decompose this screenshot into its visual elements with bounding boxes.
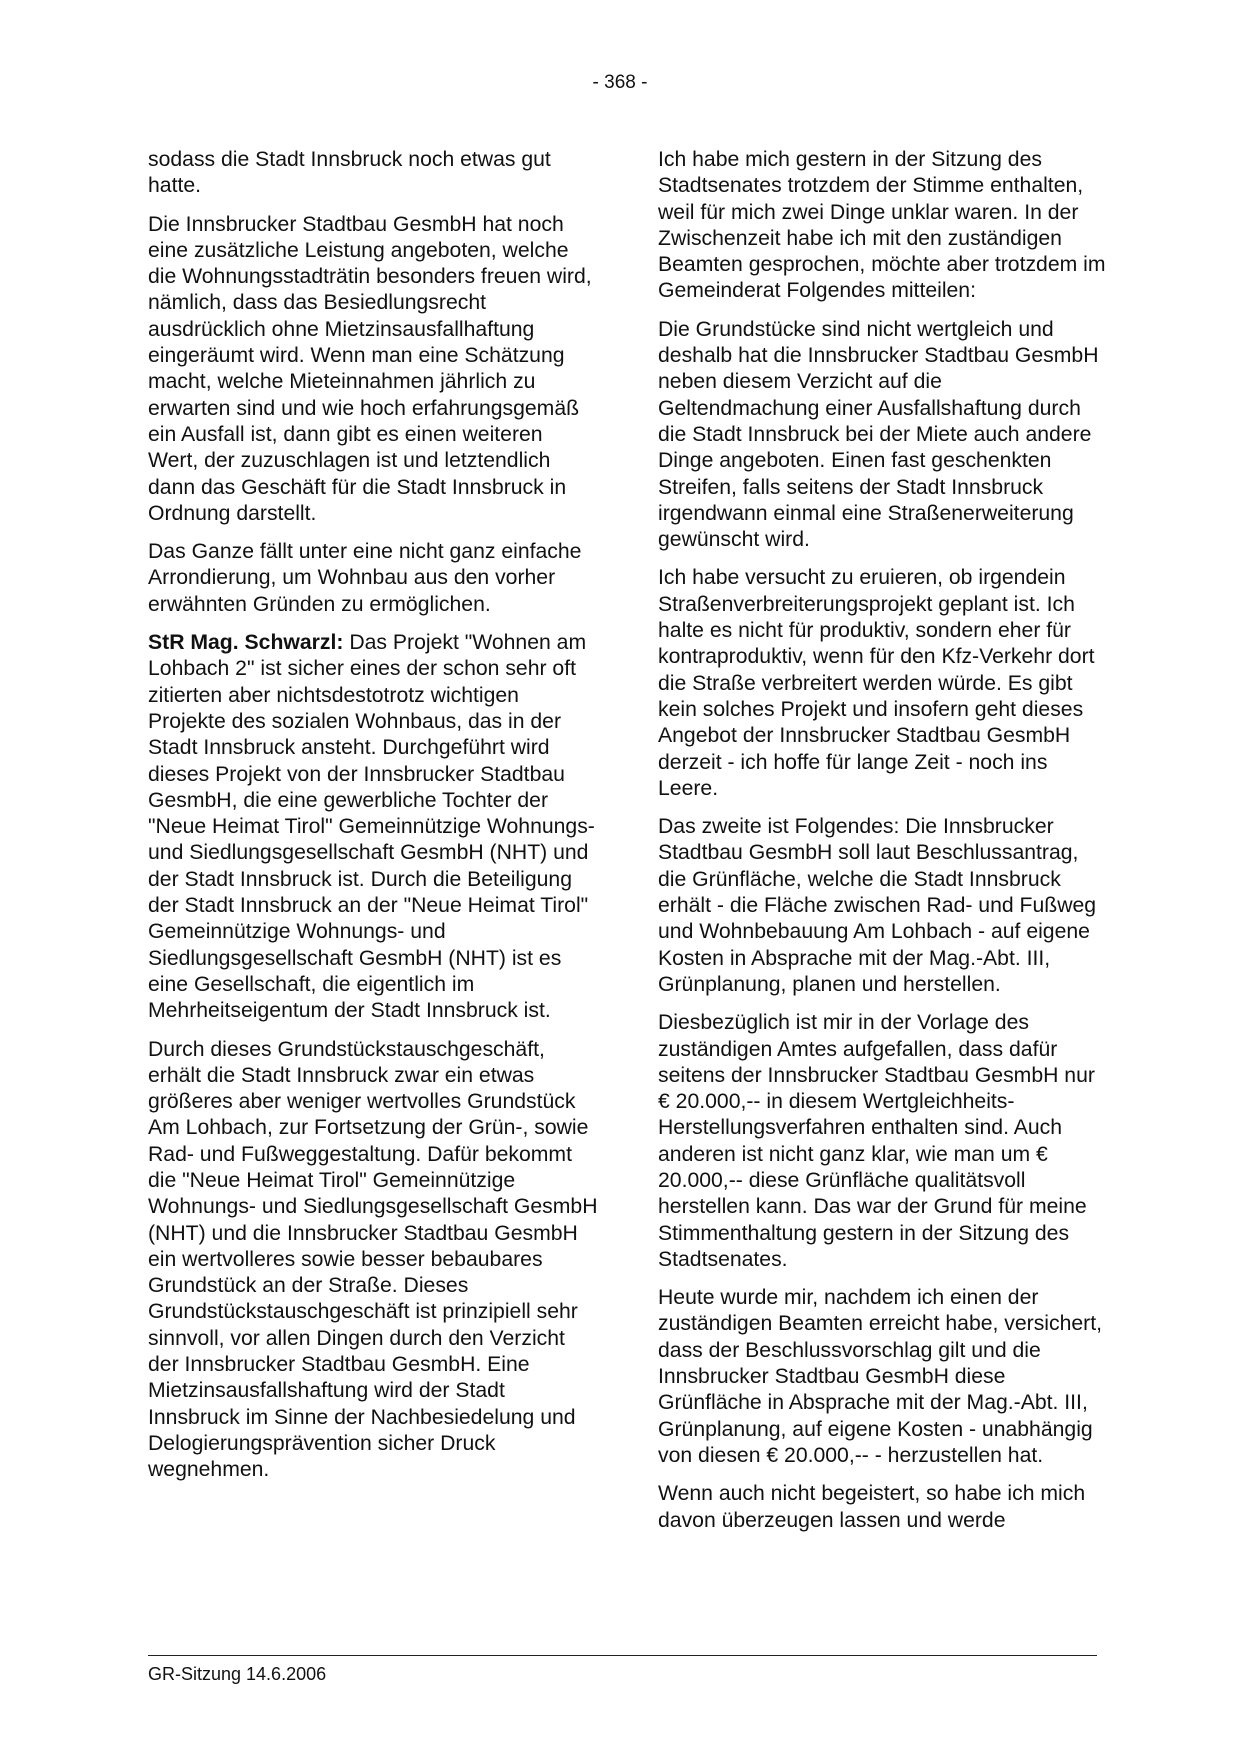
paragraph: Die Innsbrucker Stadtbau GesmbH hat noch eine zusätzliche Leistung angeboten, welche die Wohnungsstadträtin besonders freuen wird, nämlich, dass das Besiedlungsrecht ausdrücklich ohne Mietzinsausfallhaftung eingeräumt wird. Wenn man eine Schätzung macht, welche Mieteinnahmen jährlich zu erwarten sind und wie hoch erfahrungsgemäß ein Ausfall ist, dann gibt es einen weiteren Wert, der zuzuschlagen ist und letztendlich dann das Geschäft für die Stadt Innsbruck in Ordnung darstellt. <box>148 212 592 525</box>
paragraph: Das Ganze fällt unter eine nicht ganz einfache Arrondierung, um Wohnbau aus den vorher erwähnten Gründen zu ermöglichen. <box>148 540 582 616</box>
paragraph: Heute wurde mir, nachdem ich einen der zuständigen Beamten erreicht habe, versichert, dass der Beschlussvorschlag gilt und die Innsbrucker Stadtbau GesmbH diese Grünfläche in Absprache mit der Mag.-Abt. III, Grünplanung, auf eigene Kosten - unabhängig von diesen € 20.000,-- - herzustellen hat. <box>658 1286 1103 1467</box>
speaker-text: Das Projekt "Wohnen am Lohbach 2" ist sicher eines der schon sehr oft zitierten aber nichtsdestotrotz wichtigen Projekte des sozialen Wohnbaus, das in der Stadt Innsbruck ansteht. Durchgeführt wird dieses Projekt von der Innsbrucker Stadtbau GesmbH, die eine gewerbliche Tochter der "Neue Heimat Tirol" Gemeinnützige Wohnungs- und Siedlungsgesellschaft GesmbH (NHT) und der Stadt Innsbruck ist. Durch die Beteiligung der Stadt Innsbruck an der "Neue Heimat Tirol" Gemeinnützige Wohnungs- und Siedlungsgesellschaft GesmbH (NHT) ist es eine Gesellschaft, die eigentlich im Mehrheitseigentum der Stadt Innsbruck ist. <box>148 631 595 1023</box>
paragraph: Durch dieses Grundstückstauschgeschäft, erhält die Stadt Innsbruck zwar ein etwas größeres aber weniger wertvolles Grundstück Am Lohbach, zur Fortsetzung der Grün-, sowie Rad- und Fußweggestaltung. Dafür bekommt die "Neue Heimat Tirol" Gemeinnützige Wohnungs- und Siedlungsgesellschaft GesmbH (NHT) und die Innsbrucker Stadtbau GesmbH ein wertvolleres sowie besser bebaubares Grundstück an der Straße. Dieses Grundstückstauschgeschäft ist prinzipiell sehr sinnvoll, vor allen Dingen durch den Verzicht der Innsbrucker Stadtbau GesmbH. Eine Mietzinsausfallshaftung wird der Stadt Innsbruck im Sinne der Nachbesiedelung und Delogierungsprävention sicher Druck wegnehmen. <box>148 1037 598 1482</box>
paragraph: Die Grundstücke sind nicht wertgleich und deshalb hat die Innsbrucker Stadtbau GesmbH neben diesem Verzicht auf die Geltendmachung einer Ausfallshaftung durch die Stadt Innsbruck bei der Miete auch andere Dinge angeboten. Einen fast geschenkten Streifen, falls seitens der Stadt Innsbruck irgendwann einmal eine Straßenerweiterung gewünscht wird. <box>658 317 1099 552</box>
right-column <box>658 147 1108 1546</box>
paragraph: Wenn auch nicht begeistert, so habe ich mich davon überzeugen lassen und werde <box>658 1482 1086 1532</box>
footer-text: GR-Sitzung 14.6.2006 <box>148 1664 327 1684</box>
paragraph: Das zweite ist Folgendes: Die Innsbrucker Stadtbau GesmbH soll laut Beschlussantrag, die Grünfläche, welche die Stadt Innsbruck erhält - die Fläche zwischen Rad- und Fußweg und Wohnbebauung Am Lohbach - auf eigene Kosten in Absprache mit der Mag.-Abt. III, Grünplanung, planen und herstellen. <box>658 815 1097 996</box>
page-number: - 368 - <box>592 72 648 93</box>
paragraph: Ich habe mich gestern in der Sitzung des Stadtsenates trotzdem der Stimme enthalten, weil für mich zwei Dinge unklar waren. In der Zwischenzeit habe ich mit den zuständigen Beamten gesprochen, möchte aber trotzdem im Gemeinderat Folgendes mitteilen: <box>658 148 1106 303</box>
left-column <box>148 147 598 1496</box>
footer-divider <box>148 1655 1097 1656</box>
paragraph: sodass die Stadt Innsbruck noch etwas gut hatte. <box>148 148 551 198</box>
paragraph: Diesbezüglich ist mir in der Vorlage des zuständigen Amtes aufgefallen, dass dafür seitens der Innsbrucker Stadtbau GesmbH nur € 20.000,-- in diesem Wertgleichheits-Herstellungsverfahren enthalten sind. Auch anderen ist nicht ganz klar, wie man um € 20.000,-- diese Grünfläche qualitätsvoll herstellen kann. Das war der Grund für meine Stimmenthaltung gestern in der Sitzung des Stadtsenates. <box>658 1011 1095 1271</box>
speaker-paragraph <box>148 630 598 1024</box>
speaker-name: StR Mag. Schwarzl: <box>148 631 344 655</box>
paragraph: Ich habe versucht zu eruieren, ob irgendein Straßenverbreiterungsprojekt geplant ist. Ich halte es nicht für produktiv, sondern eher für kontraproduktiv, wenn für den Kfz-Verkehr dort die Straße verbreitert werden würde. Es gibt kein solches Projekt und insofern geht dieses Angebot der Innsbrucker Stadtbau GesmbH derzeit - ich hoffe für lange Zeit - noch ins Leere. <box>658 566 1095 800</box>
